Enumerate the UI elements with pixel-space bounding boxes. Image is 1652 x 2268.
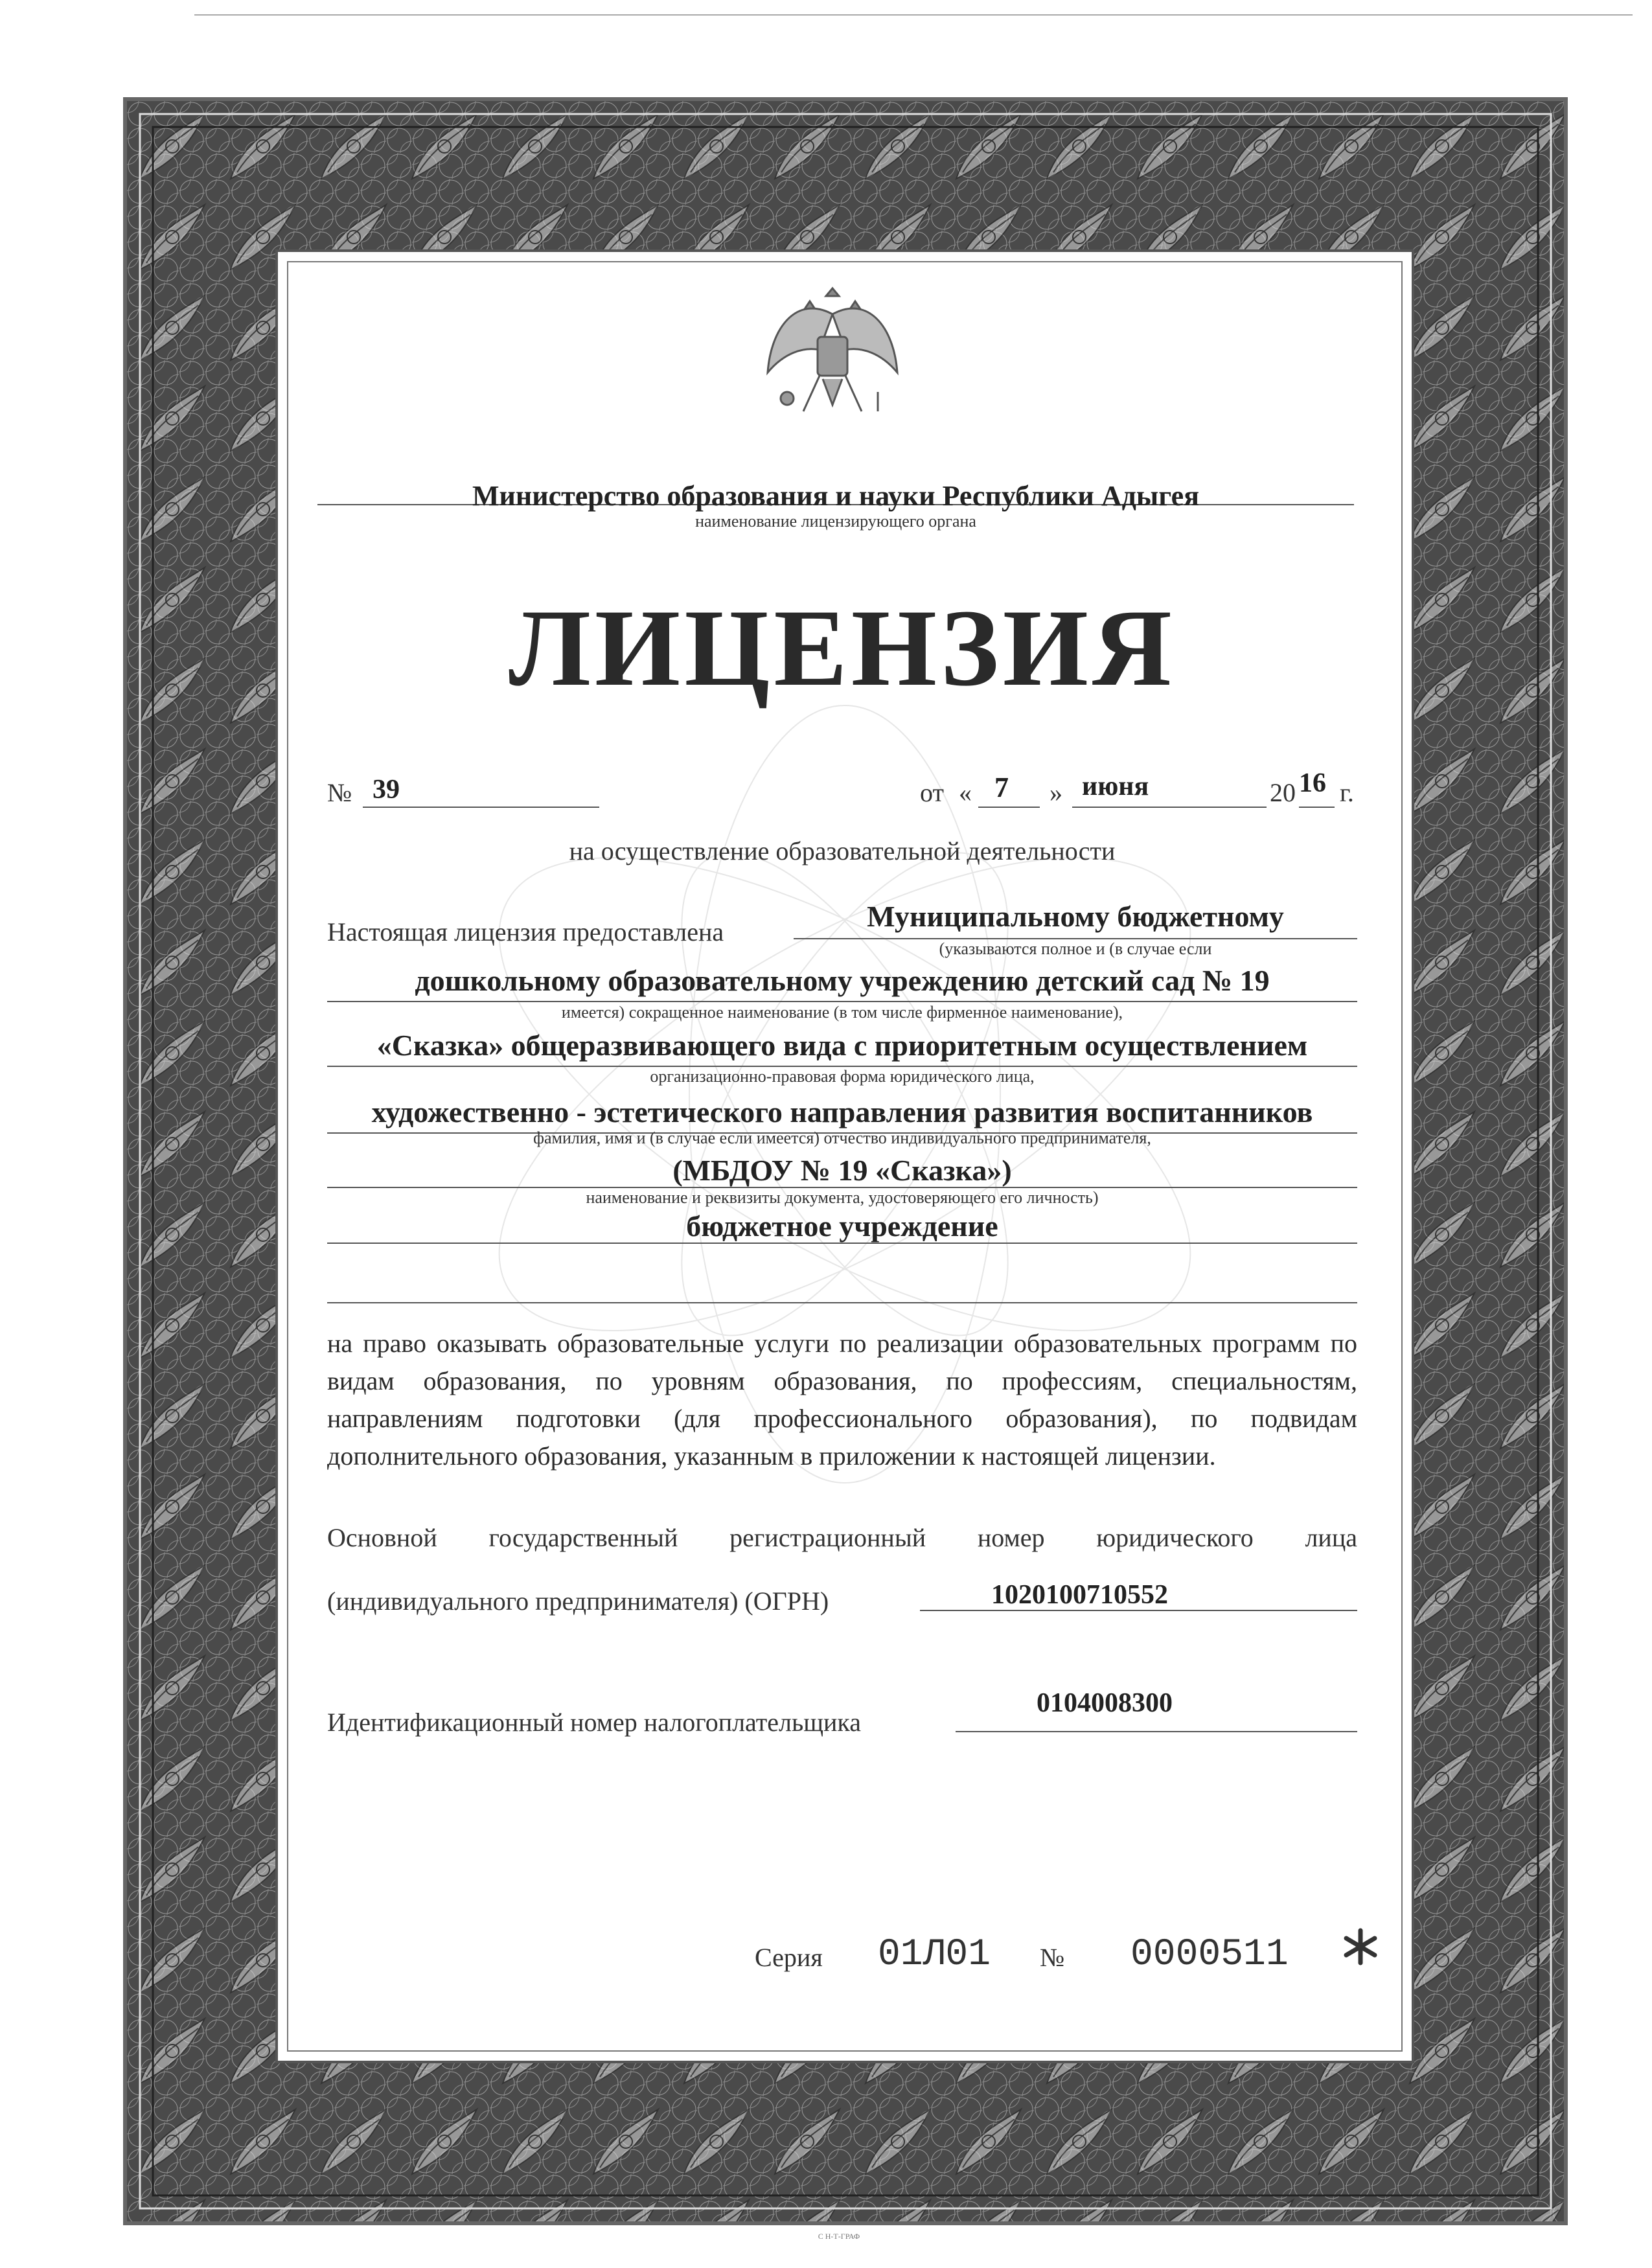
grantee-name-line-2: дошкольному образовательному учреждению детский сад № 19	[415, 964, 1270, 997]
ogrn-value: 1020100710552	[991, 1580, 1168, 1610]
ogrn-label-line-1: Основной государственный регистрационный номер юридического лица	[327, 1523, 1357, 1552]
year-underline	[1299, 807, 1335, 808]
printer-mark: С Н-Т-ГРАФ	[818, 2232, 860, 2241]
grantee-caption-2: имеется) сокращенное наименование (в том числе фирменное наименование),	[561, 1003, 1123, 1022]
authority-caption: наименование лицензирующего органа	[695, 512, 976, 531]
license-number: 39	[373, 775, 400, 805]
grantee-underline-7	[327, 1302, 1357, 1303]
series-label: Серия	[755, 1943, 823, 1972]
serial-number-value: 0000511	[1130, 1934, 1289, 1976]
grantee-name-line-4: художественно - эстетического направления развития воспитанников	[371, 1095, 1313, 1128]
grantee-caption-3: организационно-правовая форма юридического лица,	[650, 1067, 1035, 1086]
document-title: ЛИЦЕНЗИЯ	[509, 587, 1176, 709]
ogrn-label-line-2: (индивидуального предпринимателя) (ОГРН)	[327, 1586, 829, 1616]
licensing-authority: Министерство образования и науки Республики Адыгея	[472, 480, 1199, 512]
coat-of-arms-emblem	[758, 275, 907, 437]
grantee-name-line-1: Муниципальному бюджетному	[867, 900, 1284, 933]
number-underline	[363, 807, 599, 808]
grantee-caption-4: фамилия, имя и (в случае если имеется) отчество индивидуального предпринимателя,	[533, 1128, 1151, 1147]
asterisk-icon	[1341, 1927, 1380, 1966]
series-value: 01Л01	[878, 1934, 991, 1976]
grantee-name-line-5: (МБДОУ № 19 «Сказка»)	[672, 1154, 1012, 1187]
grantee-underline-2	[327, 1001, 1357, 1002]
grantee-caption-5: наименование и реквизиты документа, удостоверяющего его личность)	[586, 1188, 1099, 1207]
number-label: №	[327, 778, 352, 807]
license-month: июня	[1082, 772, 1149, 801]
inn-value: 0104008300	[1037, 1688, 1173, 1718]
grantee-name-line-3: «Сказка» общеразвивающего вида с приоритетным осуществлением	[376, 1029, 1308, 1062]
inn-underline	[956, 1731, 1357, 1732]
license-year: 16	[1299, 768, 1326, 798]
inn-label: Идентификационный номер налогоплательщика	[327, 1708, 862, 1737]
license-purpose: на осуществление образовательной деятельности	[569, 836, 1116, 865]
day-underline	[978, 807, 1040, 808]
month-underline	[1072, 807, 1267, 808]
grantee-intro: Настоящая лицензия предоставлена	[327, 917, 724, 946]
year-prefix: 20	[1270, 778, 1296, 807]
scan-edge-line	[194, 14, 1633, 16]
quote-open: «	[959, 778, 972, 807]
license-rights-text: на право оказывать образовательные услуги по реализации образовательных программ по видам образования, по уровням образования, по профессиям, специальностям, направлениям подготовки (для профессионального образования), по подвидам дополнительного образования, указанным в приложении к настоящей лицензии.	[327, 1329, 1357, 1471]
serial-number-label: №	[1040, 1943, 1065, 1972]
date-from-label: от	[920, 778, 944, 807]
year-unit: г.	[1340, 778, 1354, 807]
license-day: 7	[994, 772, 1009, 803]
grantee-caption-1: (указываются полное и (в случае если	[939, 939, 1212, 958]
grantee-name-line-6: бюджетное учреждение	[686, 1209, 998, 1243]
quote-close: »	[1050, 778, 1062, 807]
